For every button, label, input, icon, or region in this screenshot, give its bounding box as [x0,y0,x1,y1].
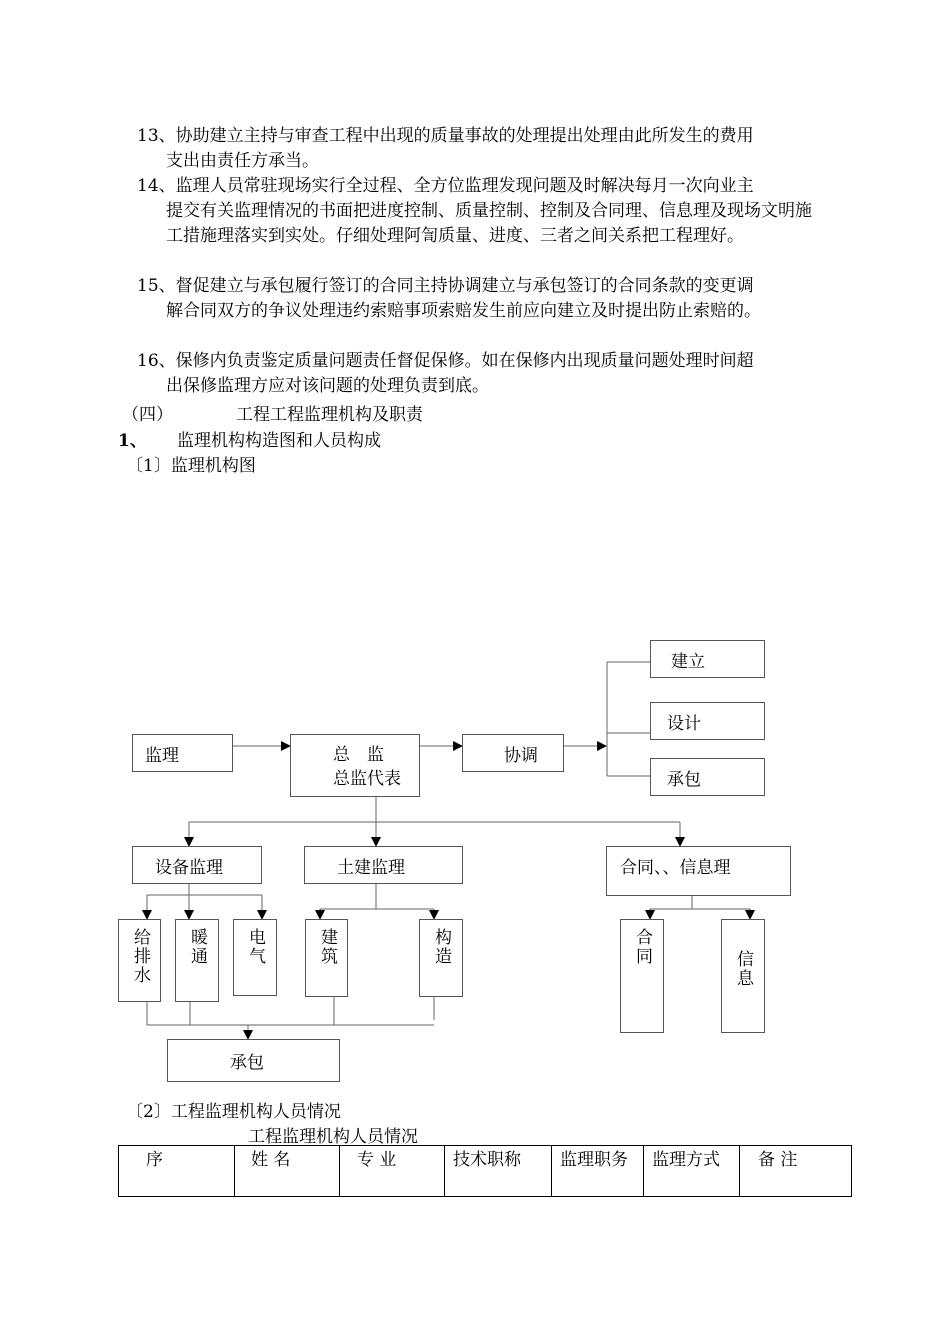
box-xietiao [462,734,564,772]
box-label: 暖通 [187,928,207,966]
list-item-text: 15、督促建立与承包履行签订的合同主持协调建立与承包签订的合同条款的变更调 [137,276,754,296]
table-header-cell: 监理职务 [552,1146,644,1197]
section-title: 工程工程监理机构及职责 [236,405,423,425]
list-item-text: 14、监理人员常驻现场实行全过程、全方位监理发现问题及时解决每月一次向业主 [137,176,754,196]
table-header-cell: 备 注 [740,1146,852,1197]
box-label: 合同 [632,928,652,966]
table-header-cell: 序 [119,1146,235,1197]
box-xinxi [721,919,765,1033]
staff-table [118,1145,852,1197]
box-label: 总监代表 [333,769,401,789]
list-item-text: 16、保修内负责鉴定质量问题责任督促保修。如在保修内出现质量问题处理时间超 [137,351,754,371]
box-label: 监理 [145,746,179,766]
list-item-text: 支出由责任方承当。 [166,151,319,171]
table-header-cell: 技术职称 [445,1146,552,1197]
box-label: 设备监理 [155,858,223,878]
table-caption: 工程监理机构人员情况 [248,1127,418,1147]
box-tujian [304,846,463,884]
table-header-row [119,1146,852,1197]
box-hetong-info [606,846,791,896]
box-gouzao [419,919,463,997]
box-label: 电气 [245,928,265,966]
box-shebei [132,846,262,884]
box-geipaishui [118,919,161,1002]
list-item-text: 解合同双方的争议处理违约索赔事项索赔发生前应向建立及时提出防止索赔的。 [166,301,761,321]
box-chengbao-bottom [167,1039,340,1082]
box-jianzhu [305,919,348,997]
heading-title: 监理机构构造图和人员构成 [177,431,381,451]
box-hetong [620,919,664,1033]
box-chengbao-top [650,758,765,796]
heading-number: 1、 [118,431,147,451]
box-label: 土建监理 [337,858,405,878]
box-label: 设计 [667,714,701,734]
box-label: 建立 [671,652,705,672]
table-header-cell: 专 业 [340,1146,445,1197]
section-number: （四） [122,405,173,425]
box-dianqi [233,919,277,996]
subheading-staff: 〔2〕工程监理机构人员情况 [126,1102,341,1122]
list-item-text: 提交有关监理情况的书面把进度控制、质量控制、控制及合同理、信息理及现场文明施工措施理落实到实处。仔细处理阿訇质量、进度、三者之间关系把工程理好。 [166,201,812,246]
table-header-cell: 监理方式 [644,1146,740,1197]
box-jianli-party [650,640,765,678]
box-label: 总 监 [333,745,384,765]
box-chief-supervisor [290,734,420,797]
box-jianli [132,734,233,772]
list-item-text: 13、协助建立主持与审查工程中出现的质量事故的处理提出处理由此所发生的费用 [137,126,754,146]
box-sheji [650,702,765,740]
subheading-org-chart: 〔1〕监理机构图 [126,456,256,476]
box-label: 建筑 [317,928,337,966]
box-nuantong [175,919,219,1002]
box-label: 协调 [504,746,538,766]
box-label: 信息 [733,950,753,988]
box-label: 承包 [667,770,701,790]
table-header-cell: 姓 名 [235,1146,340,1197]
box-label: 构造 [431,928,451,966]
box-label: 承包 [230,1053,264,1073]
box-label: 给排水 [130,928,150,985]
list-item-text: 出保修监理方应对该问题的处理负责到底。 [166,376,489,396]
box-label: 合同、、信息理 [620,858,731,878]
